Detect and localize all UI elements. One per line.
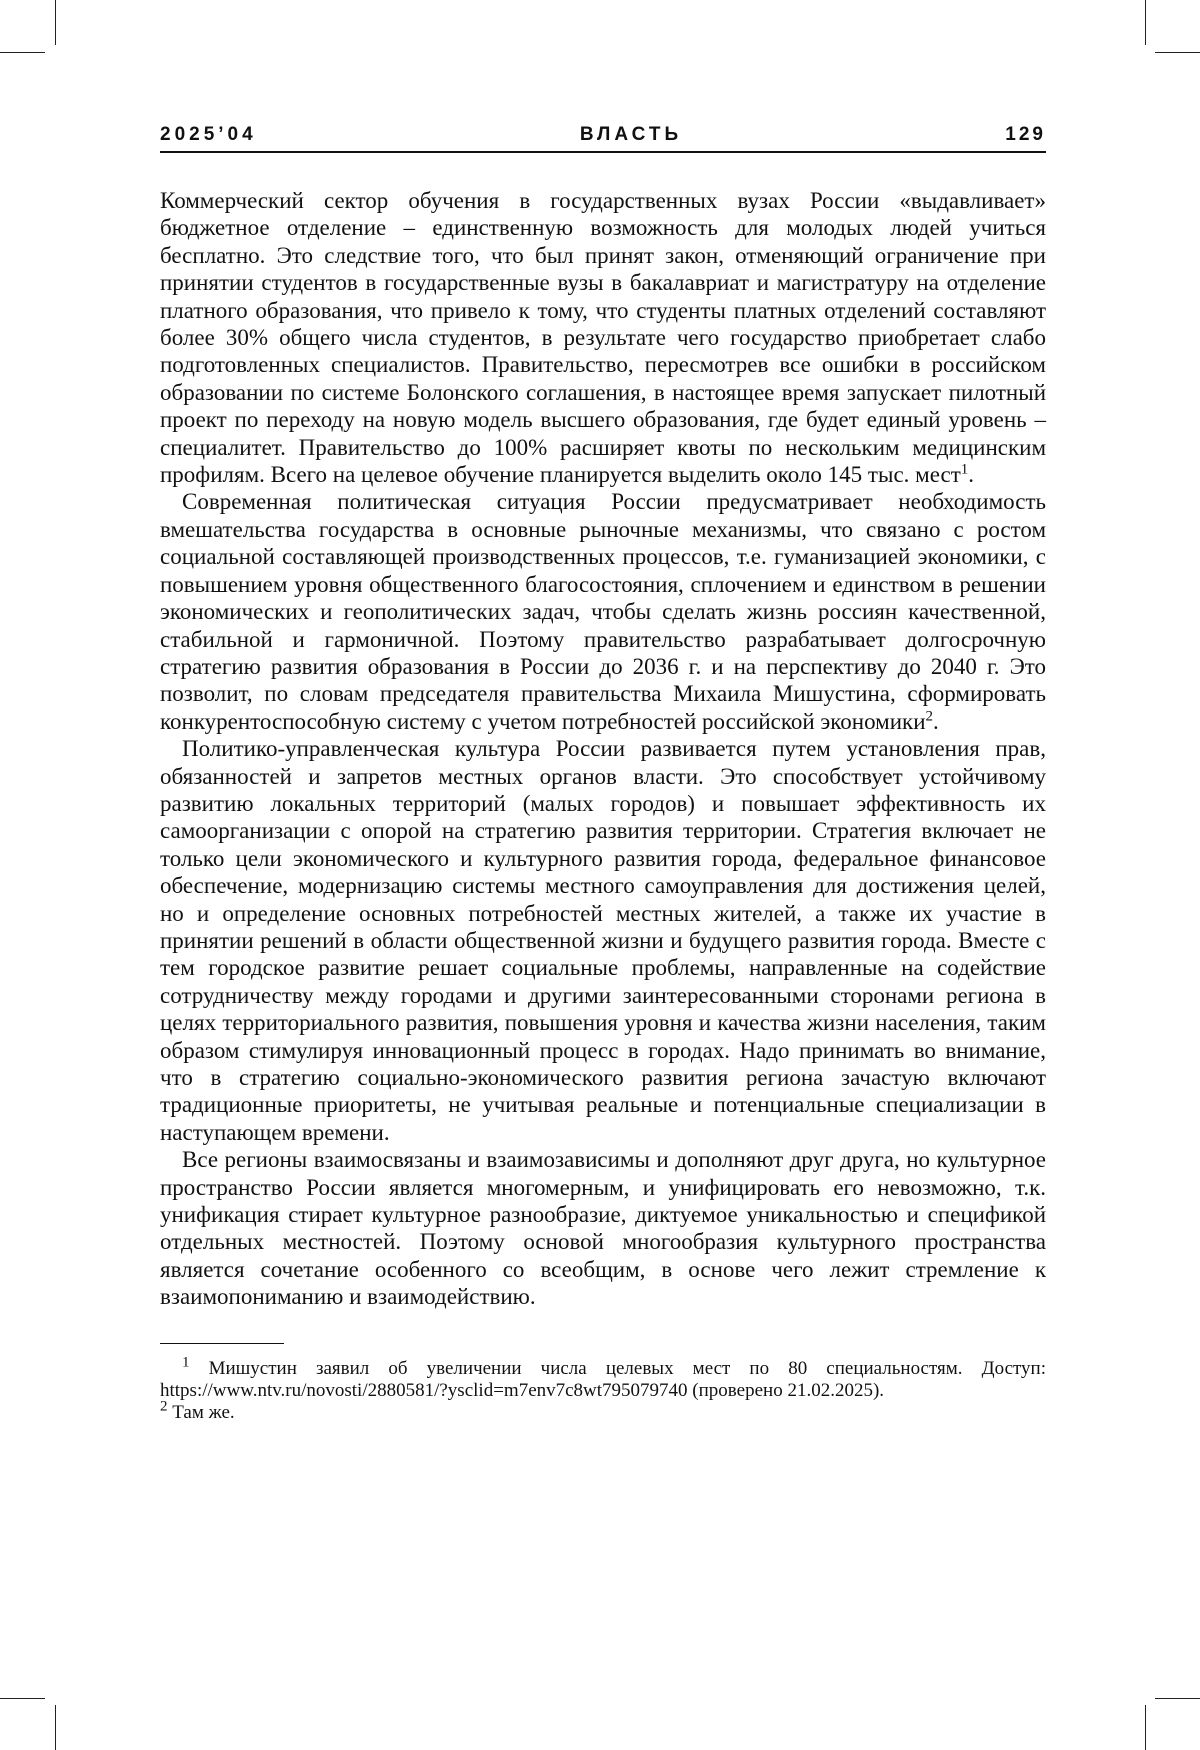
paragraph xyxy=(160,488,1046,735)
footnote-text: Мишустин заявил об увеличении числа целевых мест по 80 специальностям. Доступ: https://www.ntv.ru/novosti/2880581/?ysclid=m7env7c8wt795079740 (проверено 21.02.2025). xyxy=(160,1358,1046,1401)
crop-mark xyxy=(1145,1705,1146,1750)
footnote-text: Там же. xyxy=(172,1402,234,1423)
crop-mark xyxy=(1145,0,1146,45)
issue-label: 2025’04 xyxy=(160,124,257,146)
paragraph-tail: . xyxy=(968,462,974,487)
paragraph-text: Коммерческий сектор обучения в государственных вузах России «выдавливает» бюджетное отделение – единственную возможность для молодых людей учиться бесплатно. Это следствие того, что был принят закон, отменяющий ограничение при принятии студентов в государственные вузы в бакалавриат и магистратуру на отделение платного образования, что привело к тому, что студенты платных отделений составляют более 30% общего числа студентов, в результате чего государство приобретает слабо подготовленных специалистов. Правительство, пересмотрев все ошибки в российском образовании по системе Болонского соглашения, в настоящее время запускает пилотный проект по переходу на новую модель высшего образования, где будет единый уровень – специалитет. Правительство до 100% расширяет квоты по нескольким медицинским профилям. Всего на целевое обучение планируется выделить около 145 тыс. мест xyxy=(160,188,1046,487)
journal-page xyxy=(160,124,1046,1424)
paragraph-text: Современная политическая ситуация России предусматривает необходимость вмешательства государства в основные рыночные механизмы, что связано с ростом социальной составляющей производственных процессов, т.е. гуманизацией экономики, с повышением уровня общественного благосостояния, сплочением и единством в решении экономических и геополитических задач, чтобы сделать жизнь россиян качественной, стабильной и гармоничной. Поэтому правительство разрабатывает долгосрочную стратегию развития образования в России до 2036 г. и на перспективу до 2040 г. Это позволит, по словам председателя правительства Михаила Мишустина, сформировать конкурентоспособную систему с учетом потребностей российской экономики xyxy=(160,489,1046,733)
footnote-number: 1 xyxy=(182,1354,190,1370)
running-head xyxy=(160,124,1046,153)
paragraph-text: Все регионы взаимосвязаны и взаимозависимы и дополняют друг друга, но культурное пространство России является многомерным, и унифицировать его невозможно, т.к. унификация стирает культурное разнообразие, диктуемое уникальностью и спецификой отдельных местностей. Поэтому основой многообразия культурного пространства является сочетание особенного со всеобщим, в основе чего лежит стремление к взаимопониманию и взаимодействию. xyxy=(160,1147,1046,1309)
crop-mark xyxy=(0,52,45,53)
journal-title: ВЛАСТЬ xyxy=(580,124,682,146)
footnotes xyxy=(160,1358,1046,1424)
footnote xyxy=(160,1402,1046,1424)
footnote-ref[interactable]: 2 xyxy=(926,708,934,724)
crop-mark xyxy=(0,1698,45,1699)
crop-mark xyxy=(1155,1698,1200,1699)
paragraph-text: Политико-управленческая культура России развивается путем установления прав, обязанностей и запретов местных органов власти. Это способствует устойчивому развитию локальных территорий (малых городов) и повышает эффективность их самоорганизации с опорой на стратегию развития территории. Стратегия включает не только цели экономического и культурного развития города, федеральное финансовое обеспечение, модернизацию системы местного самоуправления для достижения целей, но и определение основных потребностей местных жителей, а также их участие в принятии решений в области общественной жизни и будущего развития города. Вместе с тем городское развитие решает социальные проблемы, направленные на содействие сотрудничеству между городами и другими заинтересованными сторонами региона в целях территориального развития, повышения уровня и качества жизни населения, таким образом стимулируя инновационный процесс в городах. Надо принимать во внимание, что в стратегию социально-экономического развития региона зачастую включают традиционные приоритеты, не учитывая реальные и потенциальные специализации в наступающем времени. xyxy=(160,736,1046,1145)
crop-mark xyxy=(55,1705,56,1750)
footnote-ref[interactable]: 1 xyxy=(961,461,969,477)
footnote xyxy=(160,1358,1046,1402)
page-number: 129 xyxy=(1005,124,1046,146)
paragraph-tail: . xyxy=(933,709,939,734)
paragraph xyxy=(160,1146,1046,1310)
paragraph xyxy=(160,187,1046,488)
paragraph xyxy=(160,735,1046,1146)
crop-mark xyxy=(55,0,56,45)
footnote-separator xyxy=(160,1343,284,1344)
crop-mark xyxy=(1155,52,1200,53)
article-body xyxy=(160,187,1046,1311)
footnote-number: 2 xyxy=(160,1398,168,1414)
